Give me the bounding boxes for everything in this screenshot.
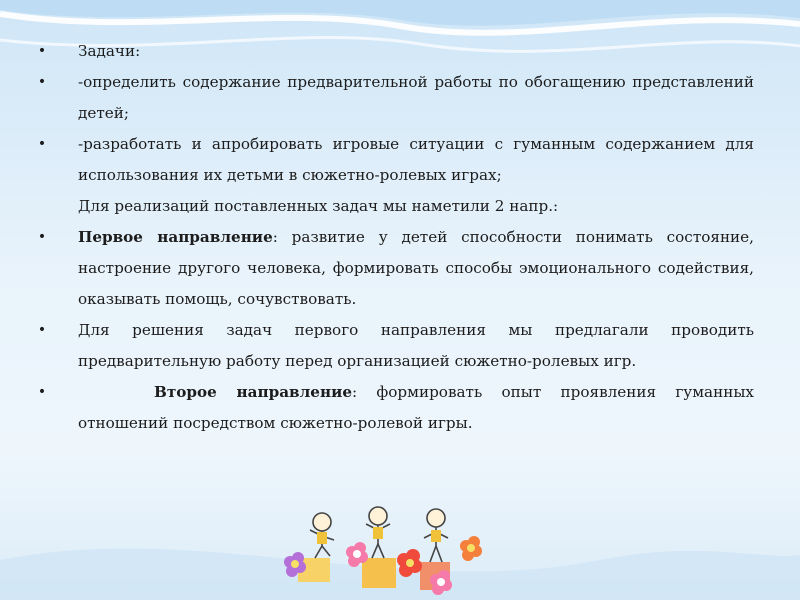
bullet: • [37,384,47,400]
flower-icon [460,536,482,561]
bullet: • [37,136,47,152]
list-item [37,377,754,439]
item-text: -разработать и апробировать игровые ситуации с гуманным содержанием для использования их детьми в сюжетно-ролевых играх; [78,135,754,184]
list-item [78,191,754,222]
list-item [37,36,754,67]
item-text: Для решения задач первого направления мы предлагали проводить предварительную работу перед организацией сюжетно-ролевых игр. [78,321,754,370]
item-text: : формировать опыт проявления гуманных отношений посредством сюжетно-ролевой игры. [78,383,754,432]
bullet: • [37,74,47,90]
slide-content [37,36,755,439]
list-item [37,129,754,191]
item-text: Для реализаций поставленных задач мы наметили 2 напр.: [78,197,559,215]
list-item [37,67,754,129]
bullet: • [37,229,47,245]
list-item [37,222,755,315]
item-text: -определить содержание предварительной работы по обогащению представлений детей; [78,73,754,122]
flower-icon [397,549,422,577]
item-text: : развитие у детей способности понимать состояние, настроение другого человека, формировать способы эмоционального содействия, оказывать помощь, сочувствовать. [78,228,755,308]
kids-on-blocks-illustration [270,500,500,600]
bullet: • [37,43,47,59]
item-heading: Первое направление [78,228,273,246]
bullet: • [37,322,47,338]
item-heading: Второе направление [154,383,353,401]
list-item [37,315,754,377]
item-text: Задачи: [78,42,141,60]
